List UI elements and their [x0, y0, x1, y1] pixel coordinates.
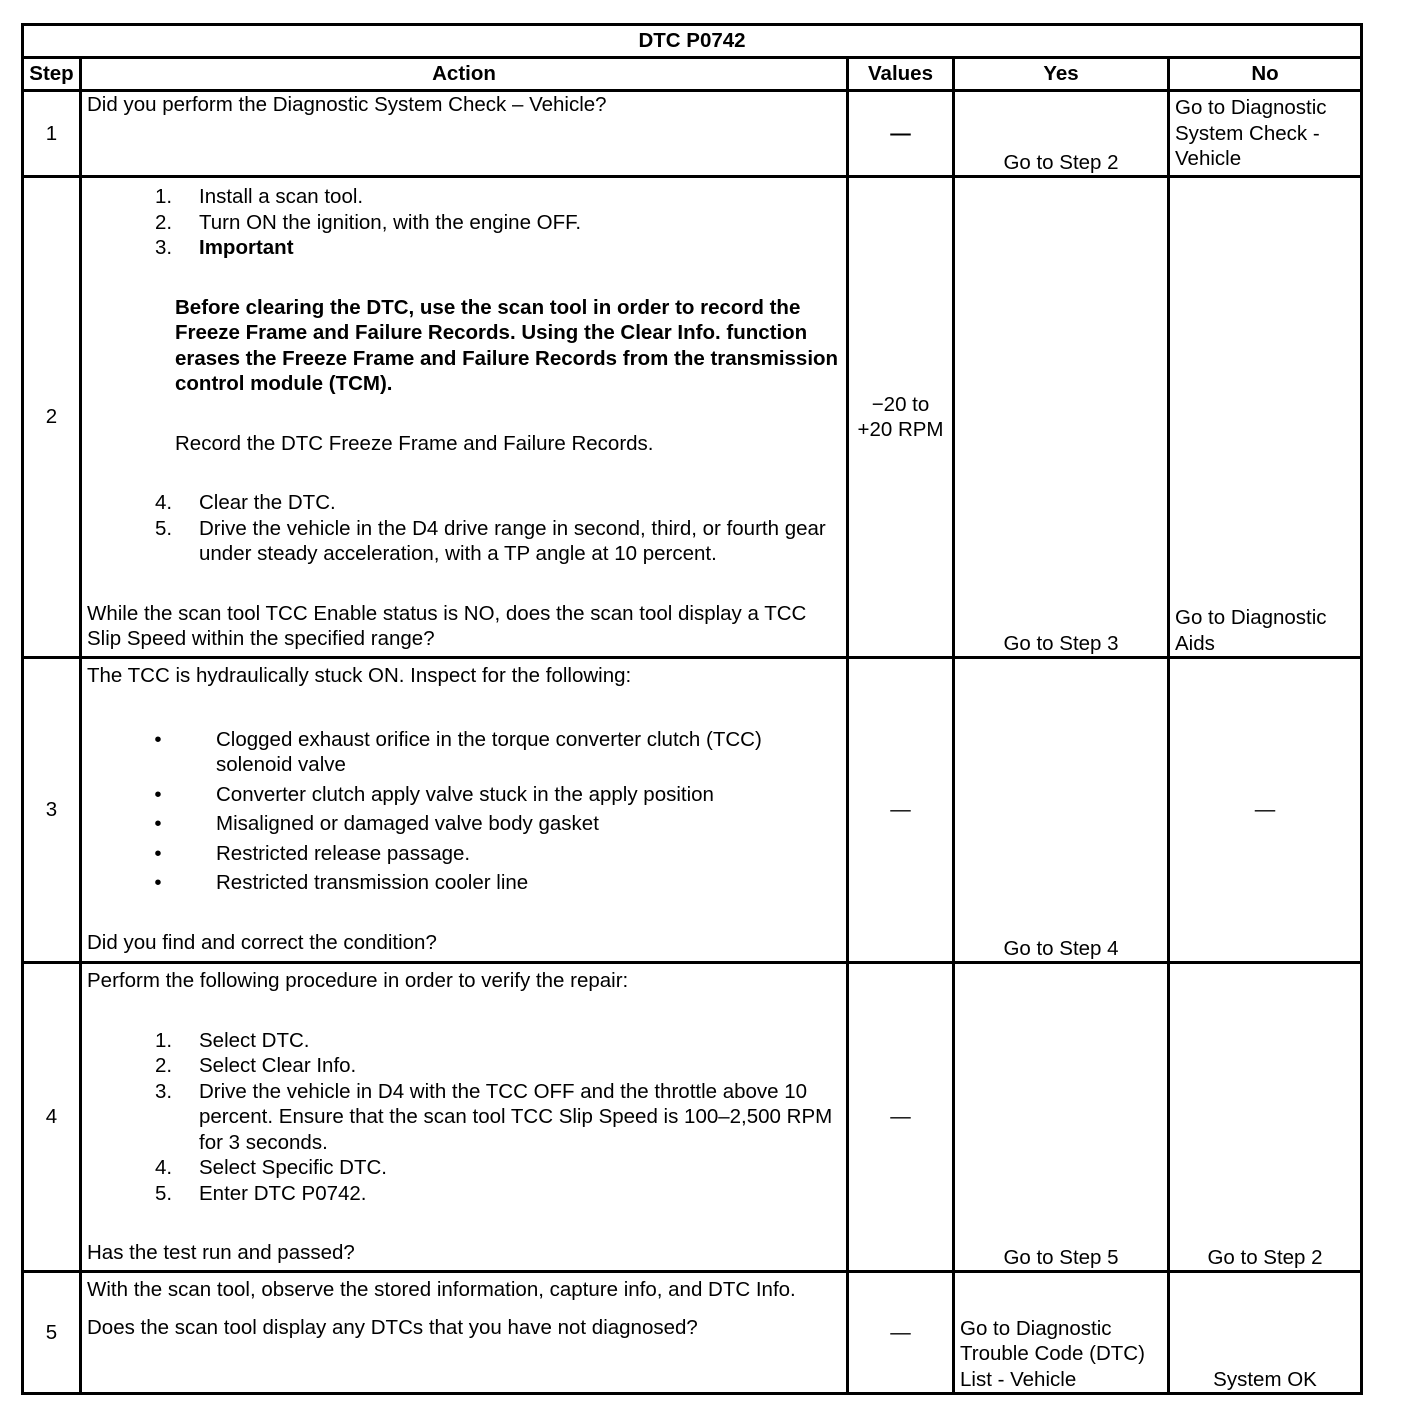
action-question: Did you find and correct the condition? — [87, 930, 437, 954]
list-item: • Restricted release passage. — [154, 841, 471, 865]
action-question: Does the scan tool display any DTCs that you have not diagnosed? — [87, 1315, 698, 1339]
list-item: 3. Drive the vehicle in D4 with the TCC OFF and the throttle above 10 percent. Ensure that the scan tool TCC Slip Speed is 100–2,500 RPM for 3 seconds. — [155, 1079, 833, 1154]
no-cell: Go to Diagnostic Aids — [1169, 177, 1362, 658]
title-row — [23, 25, 1362, 58]
list-item: • Clogged exhaust orifice in the torque converter clutch (TCC) solenoid valve — [154, 727, 762, 776]
yes-cell: Go to Step 2 — [954, 91, 1169, 177]
list-item: 4. Clear the DTC. — [155, 491, 336, 514]
action-question: While the scan tool TCC Enable status is NO, does the scan tool display a TCC Slip Speed within the specified range? — [87, 601, 807, 650]
values-cell: — — [848, 91, 954, 177]
action-intro: With the scan tool, observe the stored information, capture info, and DTC Info. — [87, 1278, 796, 1301]
list-item: • Restricted transmission cooler line — [154, 871, 529, 894]
yes-cell: Go to Step 3 — [954, 177, 1169, 658]
list-item: • Converter clutch apply valve stuck in the apply position — [154, 782, 714, 806]
no-cell: System OK — [1169, 1272, 1362, 1394]
no-cell: — — [1169, 658, 1362, 963]
action-intro: Perform the following procedure in order to verify the repair: — [87, 969, 629, 992]
record-note: Record the DTC Freeze Frame and Failure Records. — [175, 431, 654, 455]
action-cell — [81, 177, 848, 658]
step-number: 4 — [23, 963, 81, 1272]
table-row — [23, 91, 1362, 177]
values-cell: — — [848, 963, 954, 1272]
step-number: 1 — [23, 91, 81, 177]
list-item: 2. Select Clear Info. — [155, 1054, 357, 1077]
action-intro: The TCC is hydraulically stuck ON. Inspect for the following: — [87, 664, 632, 687]
no-cell: Go to Step 2 — [1169, 963, 1362, 1272]
table-row — [23, 177, 1362, 658]
values-cell: — — [848, 658, 954, 963]
list-item: 5. Enter DTC P0742. — [155, 1181, 367, 1205]
action-cell — [81, 1272, 848, 1394]
list-item: 2. Turn ON the ignition, with the engine OFF. — [155, 210, 582, 234]
list-item: • Misaligned or damaged valve body gasket — [154, 812, 599, 835]
list-item: 4. Select Specific DTC. — [155, 1156, 387, 1179]
action-question: Did you perform the Diagnostic System Check – Vehicle? — [87, 93, 607, 116]
important-note: Before clearing the DTC, use the scan tool in order to record the Freeze Frame and Failure Records. Using the Clear Info. function erases the Freeze Frame and Failure Records from the transmission control module (TCM). — [175, 295, 839, 395]
step-number: 2 — [23, 177, 81, 658]
list-item: 3. Important — [155, 236, 294, 259]
table-row — [23, 1272, 1362, 1394]
header-yes: Yes — [954, 58, 1169, 91]
header-action: Action — [81, 58, 848, 91]
list-item: 1. Select DTC. — [155, 1028, 310, 1052]
table-row — [23, 963, 1362, 1272]
list-item: 5. Drive the vehicle in the D4 drive range in second, third, or fourth gear under steady acceleration, with a TP angle at 10 percent. — [155, 516, 826, 565]
step-number: 5 — [23, 1272, 81, 1394]
yes-cell: Go to Diagnostic Trouble Code (DTC) List - Vehicle — [954, 1272, 1169, 1394]
header-no: No — [1169, 58, 1362, 91]
yes-cell: Go to Step 4 — [954, 658, 1169, 963]
no-cell: Go to Diagnostic System Check - Vehicle — [1169, 91, 1362, 177]
yes-cell: Go to Step 5 — [954, 963, 1169, 1272]
action-cell — [81, 963, 848, 1272]
action-cell — [81, 658, 848, 963]
header-values: Values — [848, 58, 954, 91]
header-step: Step — [23, 58, 81, 91]
header-row — [23, 58, 1362, 91]
dtc-table — [21, 23, 1363, 1395]
list-item: 1. Install a scan tool. — [155, 185, 364, 208]
step-number: 3 — [23, 658, 81, 963]
action-question: Has the test run and passed? — [87, 1241, 355, 1264]
values-cell: −20 to +20 RPM — [848, 177, 954, 658]
table-row — [23, 658, 1362, 963]
action-cell — [81, 91, 848, 177]
values-cell: — — [848, 1272, 954, 1394]
table-title: DTC P0742 — [23, 25, 1362, 58]
